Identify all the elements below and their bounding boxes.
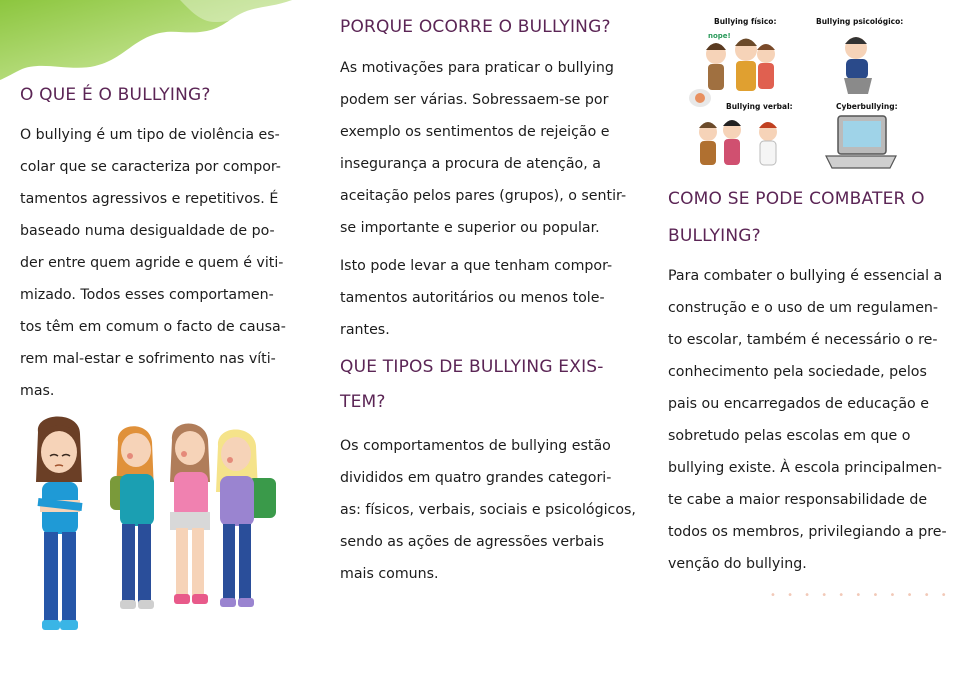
section-title-why: PORQUE OCORRE O BULLYING? — [340, 17, 611, 37]
sad-girl-figure — [36, 417, 82, 631]
verbal-bullying-figures — [699, 120, 777, 165]
text-line: te cabe a maior responsabilidade de — [668, 492, 928, 508]
caption-cyber: Cyberbullying: — [836, 102, 898, 111]
text-line: todos os membros, privilegiando a pre- — [668, 524, 947, 540]
text-line: O bullying é um tipo de violência es- — [20, 127, 280, 143]
text-line: mas. — [20, 383, 55, 399]
section-title-combat — [668, 181, 956, 255]
gossip-girl-1-figure — [110, 426, 154, 609]
physical-bullying-figures — [706, 39, 775, 92]
text-line: pais ou encarregados de educação e — [668, 396, 929, 412]
section-body-why — [340, 52, 640, 244]
text-line: tamentos autoritários ou menos tole- — [340, 290, 605, 306]
text-line: se importante e superior ou popular. — [340, 220, 600, 236]
text-line: as: físicos, verbais, sociais e psicológicos, — [340, 502, 636, 518]
text-line: colar que se caracteriza por compor- — [20, 159, 281, 175]
text-line: As motivações para praticar o bullying — [340, 60, 614, 76]
text-line: bullying existe. À escola principalmen- — [668, 460, 943, 476]
section-body-combat — [668, 260, 956, 580]
bullying-types-illustration — [686, 10, 926, 175]
caption-physical: Bullying físico: — [714, 17, 777, 26]
text-line: sobretudo pelas escolas em que o — [668, 428, 911, 444]
text-line: insegurança a procura de atenção, a — [340, 156, 601, 172]
title-line: TEM? — [340, 392, 386, 412]
caption-psychological: Bullying psicológico: — [816, 17, 904, 26]
title-line: COMO SE PODE COMBATER O — [668, 189, 925, 209]
gossip-girl-2-figure — [170, 424, 210, 605]
girls-gossip-illustration — [20, 412, 290, 647]
green-wave-decoration — [0, 0, 300, 90]
text-line: rem mal-estar e sofrimento nas víti- — [20, 351, 276, 367]
text-line: Os comportamentos de bullying estão — [340, 438, 611, 454]
section-title-what-is: O QUE É O BULLYING? — [20, 85, 211, 105]
psychological-bullying-figure — [844, 37, 872, 94]
text-line: mizado. Todos esses comportamen- — [20, 287, 274, 303]
section-title-types — [340, 350, 640, 420]
dotted-decoration: • • • • • • • • • • • — [770, 590, 951, 601]
text-line: divididos em quatro grandes categori- — [340, 470, 612, 486]
caption-verbal: Bullying verbal: — [726, 102, 793, 111]
text-line: sendo as ações de agressões verbais — [340, 534, 604, 550]
text-line: tos têm em comum o facto de causa- — [20, 319, 286, 335]
section-body-types — [340, 430, 640, 590]
gossip-girl-3-figure — [216, 430, 276, 608]
text-line: to escolar, também é necessário o re- — [668, 332, 938, 348]
text-line: mais comuns. — [340, 566, 439, 582]
section-body-what-is — [20, 119, 310, 407]
text-line: conhecimento pela sociedade, pelos — [668, 364, 927, 380]
title-line: QUE TIPOS DE BULLYING EXIS- — [340, 357, 604, 377]
computer-icon — [826, 116, 896, 168]
title-line: BULLYING? — [668, 226, 761, 246]
text-line: der entre quem agride e quem é viti- — [20, 255, 284, 271]
text-line: baseado numa desigualdade de po- — [20, 223, 275, 239]
text-line: tamentos agressivos e repetitivos. É — [20, 191, 279, 207]
text-line: venção do bullying. — [668, 556, 807, 572]
text-line: rantes. — [340, 322, 390, 338]
section-body-why-continued — [340, 250, 640, 346]
text-line: Isto pode levar a que tenham compor- — [340, 258, 613, 274]
caption-nope: nope! — [708, 32, 731, 40]
text-line: Para combater o bullying é essencial a — [668, 268, 943, 284]
text-line: aceitação pelos pares (grupos), o sentir- — [340, 188, 627, 204]
text-line: exemplo os sentimentos de rejeição e — [340, 124, 610, 140]
text-line: podem ser várias. Sobressaem-se por — [340, 92, 609, 108]
text-line: construção e o uso de um regulamen- — [668, 300, 939, 316]
